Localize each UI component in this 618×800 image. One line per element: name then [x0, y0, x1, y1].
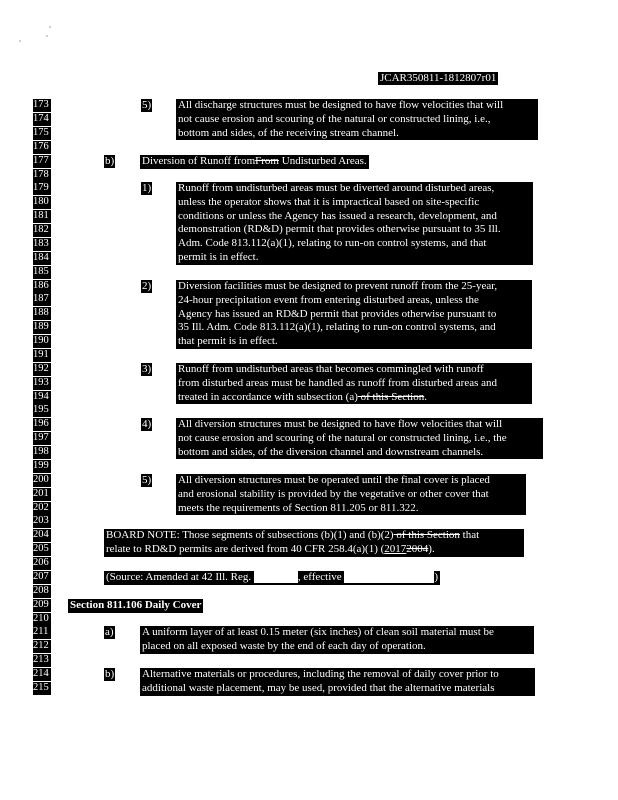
line-number: 191 [33, 349, 51, 362]
source-note [104, 571, 440, 585]
line-number: 180 [33, 196, 51, 209]
text-line: Runoff from undisturbed areas must be diverted around disturbed areas, [178, 182, 495, 194]
scan-speck [49, 26, 51, 28]
line-number: 184 [33, 252, 51, 265]
line-number: 206 [33, 557, 51, 570]
line-number: 186 [33, 280, 51, 293]
text-line: permit is in effect. [178, 250, 259, 263]
line-number: 181 [33, 210, 51, 223]
text-segment: relate to RD&D permits are derived from 40 CFR 258.4(a)(1) ( [106, 542, 385, 555]
text-line [106, 529, 522, 543]
text-line: meets the requirements of Section 811.205 or 811.322. [178, 501, 419, 514]
line-number: 201 [33, 488, 51, 501]
line-number: 175 [33, 127, 51, 140]
text-line: A uniform layer of at least 0.15 meter (six inches) of clean soil material must be [142, 626, 494, 638]
text-segment: (Source: Amended at 42 Ill. Reg. [106, 571, 254, 583]
alternative-materials-paragraph [140, 668, 535, 696]
line-number: 183 [33, 238, 51, 251]
text-line: and erosional stability is provided by the vegetative or other cover that [178, 487, 489, 500]
text-segment: , effective [297, 571, 345, 583]
section-heading: Section 811.106 Daily Cover [70, 599, 202, 611]
deleted-text: of this Section [357, 390, 425, 403]
document-id-header: JCAR350811-1812807r01 [380, 72, 497, 84]
diversion-structures-operation-paragraph [176, 474, 526, 515]
line-number: 202 [33, 502, 51, 515]
board-note [104, 529, 524, 557]
heading-text: Diversion of Runoff from [142, 155, 256, 167]
runoff-diversion-paragraph [176, 182, 533, 265]
line-number: 179 [33, 182, 51, 195]
text-line [106, 543, 522, 557]
line-number: 182 [33, 224, 51, 237]
text-line: 35 Ill. Adm. Code 813.112(a)(1), relating to run-on control systems, and [178, 321, 496, 334]
line-number: 205 [33, 543, 51, 556]
line-number: 208 [33, 585, 51, 598]
deleted-text: 2004 [406, 542, 429, 555]
line-number: 193 [33, 377, 51, 390]
text-line: Agency has issued an RD&D permit that provides otherwise pursuant to [178, 307, 497, 320]
commingled-runoff-paragraph [176, 363, 532, 404]
item-marker: a) [105, 626, 114, 638]
text-line: not cause erosion and scouring of the natural or constructed lining, i.e., [178, 112, 491, 125]
diversion-facilities-paragraph [176, 280, 532, 349]
text-line: placed on all exposed waste by the end of each day of operation. [142, 639, 426, 652]
line-number: 194 [33, 391, 51, 404]
line-number: 203 [33, 515, 51, 528]
line-number: 173 [33, 99, 51, 112]
deleted-text: From [255, 155, 279, 167]
text-line [178, 391, 530, 405]
text-line: Diversion facilities must be designed to prevent runoff from the 25-year, [178, 280, 498, 292]
item-marker: 2) [142, 280, 152, 292]
line-number: 210 [33, 613, 51, 626]
daily-cover-paragraph [140, 626, 534, 654]
item-marker: 4) [142, 418, 152, 430]
line-number: 198 [33, 446, 51, 459]
line-number: 215 [33, 682, 51, 695]
line-number: 176 [33, 141, 51, 154]
line-number: 188 [33, 307, 51, 320]
line-number: 187 [33, 293, 51, 306]
deleted-text: of this Section [393, 529, 460, 541]
line-number: 209 [33, 599, 51, 612]
scan-speck [46, 35, 48, 37]
line-number: 204 [33, 529, 51, 542]
diversion-structures-velocity-paragraph [176, 418, 543, 459]
line-number: 178 [33, 169, 51, 182]
text-line: not cause erosion and scouring of the natural or constructed lining, i.e., the [178, 431, 507, 444]
text-line: that permit is in effect. [178, 335, 278, 348]
text-line: 24-hour precipitation event from entering disturbed areas, unless the [178, 293, 479, 306]
item-marker: 3) [142, 363, 152, 375]
inserted-text: 2017 [384, 542, 407, 555]
line-number: 211 [33, 626, 51, 639]
blank-field [254, 571, 298, 583]
text-line: All discharge structures must be designed to have flow velocities that will [178, 99, 504, 111]
text-segment: BOARD NOTE: Those segments of subsections (b)(1) and (b)(2) [106, 529, 394, 541]
item-marker: 5) [142, 474, 152, 486]
line-number: 185 [33, 266, 51, 279]
text-line: All diversion structures must be designed to have flow velocities that will [178, 418, 503, 430]
item-marker: 5) [142, 99, 152, 111]
line-number: 199 [33, 460, 51, 473]
discharge-structures-paragraph [176, 99, 538, 140]
line-number: 214 [33, 668, 51, 681]
text-line: Adm. Code 813.112(a)(1), relating to run-on control systems, and that [178, 237, 487, 250]
line-number: 196 [33, 418, 51, 431]
text-line: from disturbed areas must be handled as runoff from disturbed areas and [178, 376, 498, 389]
line-number: 200 [33, 474, 51, 487]
subsection-b-heading [140, 155, 369, 169]
subsection-marker: b) [105, 155, 115, 167]
text-segment: that [459, 529, 480, 541]
text-segment: ) [434, 571, 439, 583]
text-segment: treated in accordance with subsection (a) [178, 390, 358, 403]
line-number: 212 [33, 640, 51, 653]
text-line: All diversion structures must be operated until the final cover is placed [178, 474, 490, 486]
line-number: 195 [33, 404, 51, 417]
line-number: 197 [33, 432, 51, 445]
text-line: unless the operator shows that it is impractical based on site-specific [178, 195, 480, 208]
text-line: bottom and sides, of the diversion channel and downstream channels. [178, 445, 484, 458]
line-number: 213 [33, 654, 51, 667]
scan-speck [19, 40, 21, 42]
text-segment: . [424, 390, 427, 403]
blank-field [344, 571, 434, 583]
item-marker: 1) [142, 182, 152, 194]
line-number: 177 [33, 155, 51, 168]
line-number: 189 [33, 321, 51, 334]
line-number: 174 [33, 113, 51, 126]
text-line: conditions or unless the Agency has issued a research, development, and [178, 209, 497, 222]
text-line: demonstration (RD&D) permit that provides otherwise pursuant to 35 Ill. [178, 223, 501, 236]
item-marker: b) [105, 668, 115, 680]
heading-text: Undisturbed Areas. [279, 155, 367, 167]
text-line: additional waste placement, may be used, provided that the alternative materials [142, 681, 495, 694]
text-line: Alternative materials or procedures, including the removal of daily cover prior to [142, 668, 499, 680]
text-line: Runoff from undisturbed areas that becomes commingled with runoff [178, 363, 484, 375]
line-number: 192 [33, 363, 51, 376]
text-line: bottom and sides, of the receiving stream channel. [178, 126, 399, 139]
line-number: 190 [33, 335, 51, 348]
text-segment: ). [428, 542, 435, 555]
line-number: 207 [33, 571, 51, 584]
